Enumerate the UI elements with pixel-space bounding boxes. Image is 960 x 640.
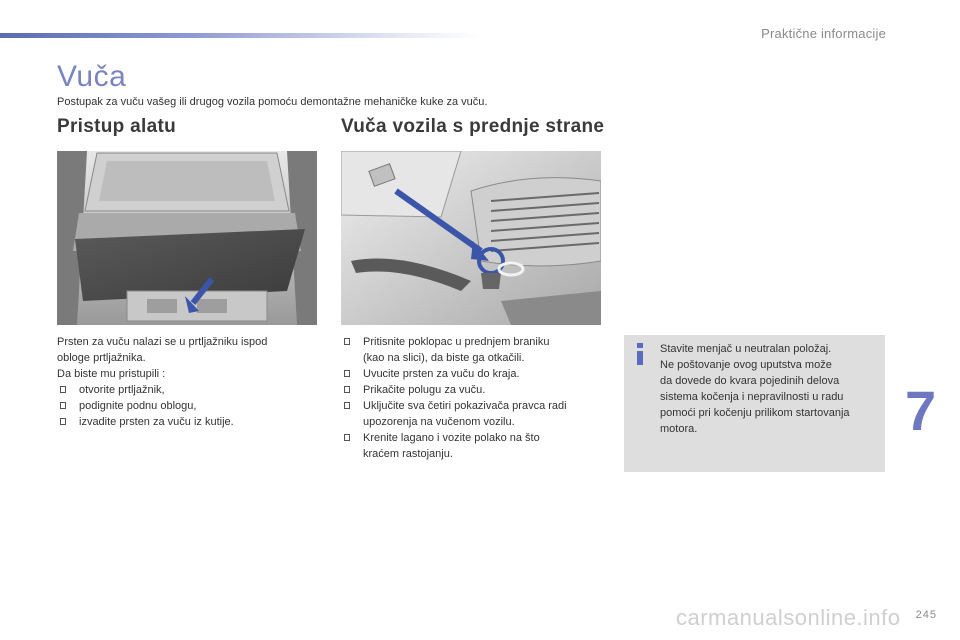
page-title: Vuča [57, 60, 127, 93]
left-heading: Pristup alatu [57, 116, 176, 137]
list-item: Prikačite polugu za vuču. [341, 382, 603, 398]
intro-line: Da biste mu pristupili : [57, 368, 166, 380]
list-item: Krenite lagano i vozite polako na što kraćem rastojanju. [341, 430, 603, 462]
right-bullet-list [341, 334, 603, 462]
checkbox-bullet-icon [60, 402, 66, 409]
checkbox-bullet-icon [344, 338, 350, 345]
trunk-photo [57, 151, 317, 325]
page-number: 245 [915, 609, 937, 621]
intro-line: obloge prtljažnika. [57, 352, 146, 364]
info-line: pomoći pri kočenju prilikom startovanja [660, 407, 850, 419]
header-accent-bar [0, 33, 480, 38]
info-line: motora. [660, 423, 698, 435]
page-subtitle: Postupak za vuču vašeg ili drugog vozila pomoću demontažne mehaničke kuke za vuču. [57, 96, 488, 108]
info-text [660, 341, 876, 437]
info-line: Ne poštovanje ovog uputstva može [660, 359, 832, 371]
info-icon [634, 343, 646, 365]
info-line: sistema kočenja i nepravilnosti u radu [660, 391, 844, 403]
watermark: carmanualsonline.info [676, 605, 901, 630]
checkbox-bullet-icon [60, 386, 66, 393]
list-item: otvorite prtljažnik, [57, 382, 307, 398]
list-item: Pritisnite poklopac u prednjem braniku (kao na slici), da biste ga otkačili. [341, 334, 603, 366]
left-bullet-list [57, 382, 307, 430]
chapter-number: 7 [905, 379, 937, 442]
right-heading: Vuča vozila s prednje strane [341, 116, 605, 137]
left-text-block [57, 334, 307, 430]
checkbox-bullet-icon [344, 386, 350, 393]
list-item: podignite podnu oblogu, [57, 398, 307, 414]
checkbox-bullet-icon [344, 402, 350, 409]
list-item: Uvucite prsten za vuču do kraja. [341, 366, 603, 382]
intro-line: Prsten za vuču nalazi se u prtljažniku ispod [57, 336, 268, 348]
section-label: Praktične informacije [761, 26, 886, 41]
info-line: da dovede do kvara pojedinih delova [660, 375, 840, 387]
checkbox-bullet-icon [344, 370, 350, 377]
list-item: Uključite sva četiri pokazivača pravca radi upozorenja na vučenom vozilu. [341, 398, 603, 430]
list-item: izvadite prsten za vuču iz kutije. [57, 414, 307, 430]
info-line: Stavite menjač u neutralan položaj. [660, 343, 832, 355]
checkbox-bullet-icon [60, 418, 66, 425]
info-box [624, 335, 885, 472]
right-text-block [341, 334, 603, 462]
front-bumper-photo [341, 151, 601, 325]
checkbox-bullet-icon [344, 434, 350, 441]
